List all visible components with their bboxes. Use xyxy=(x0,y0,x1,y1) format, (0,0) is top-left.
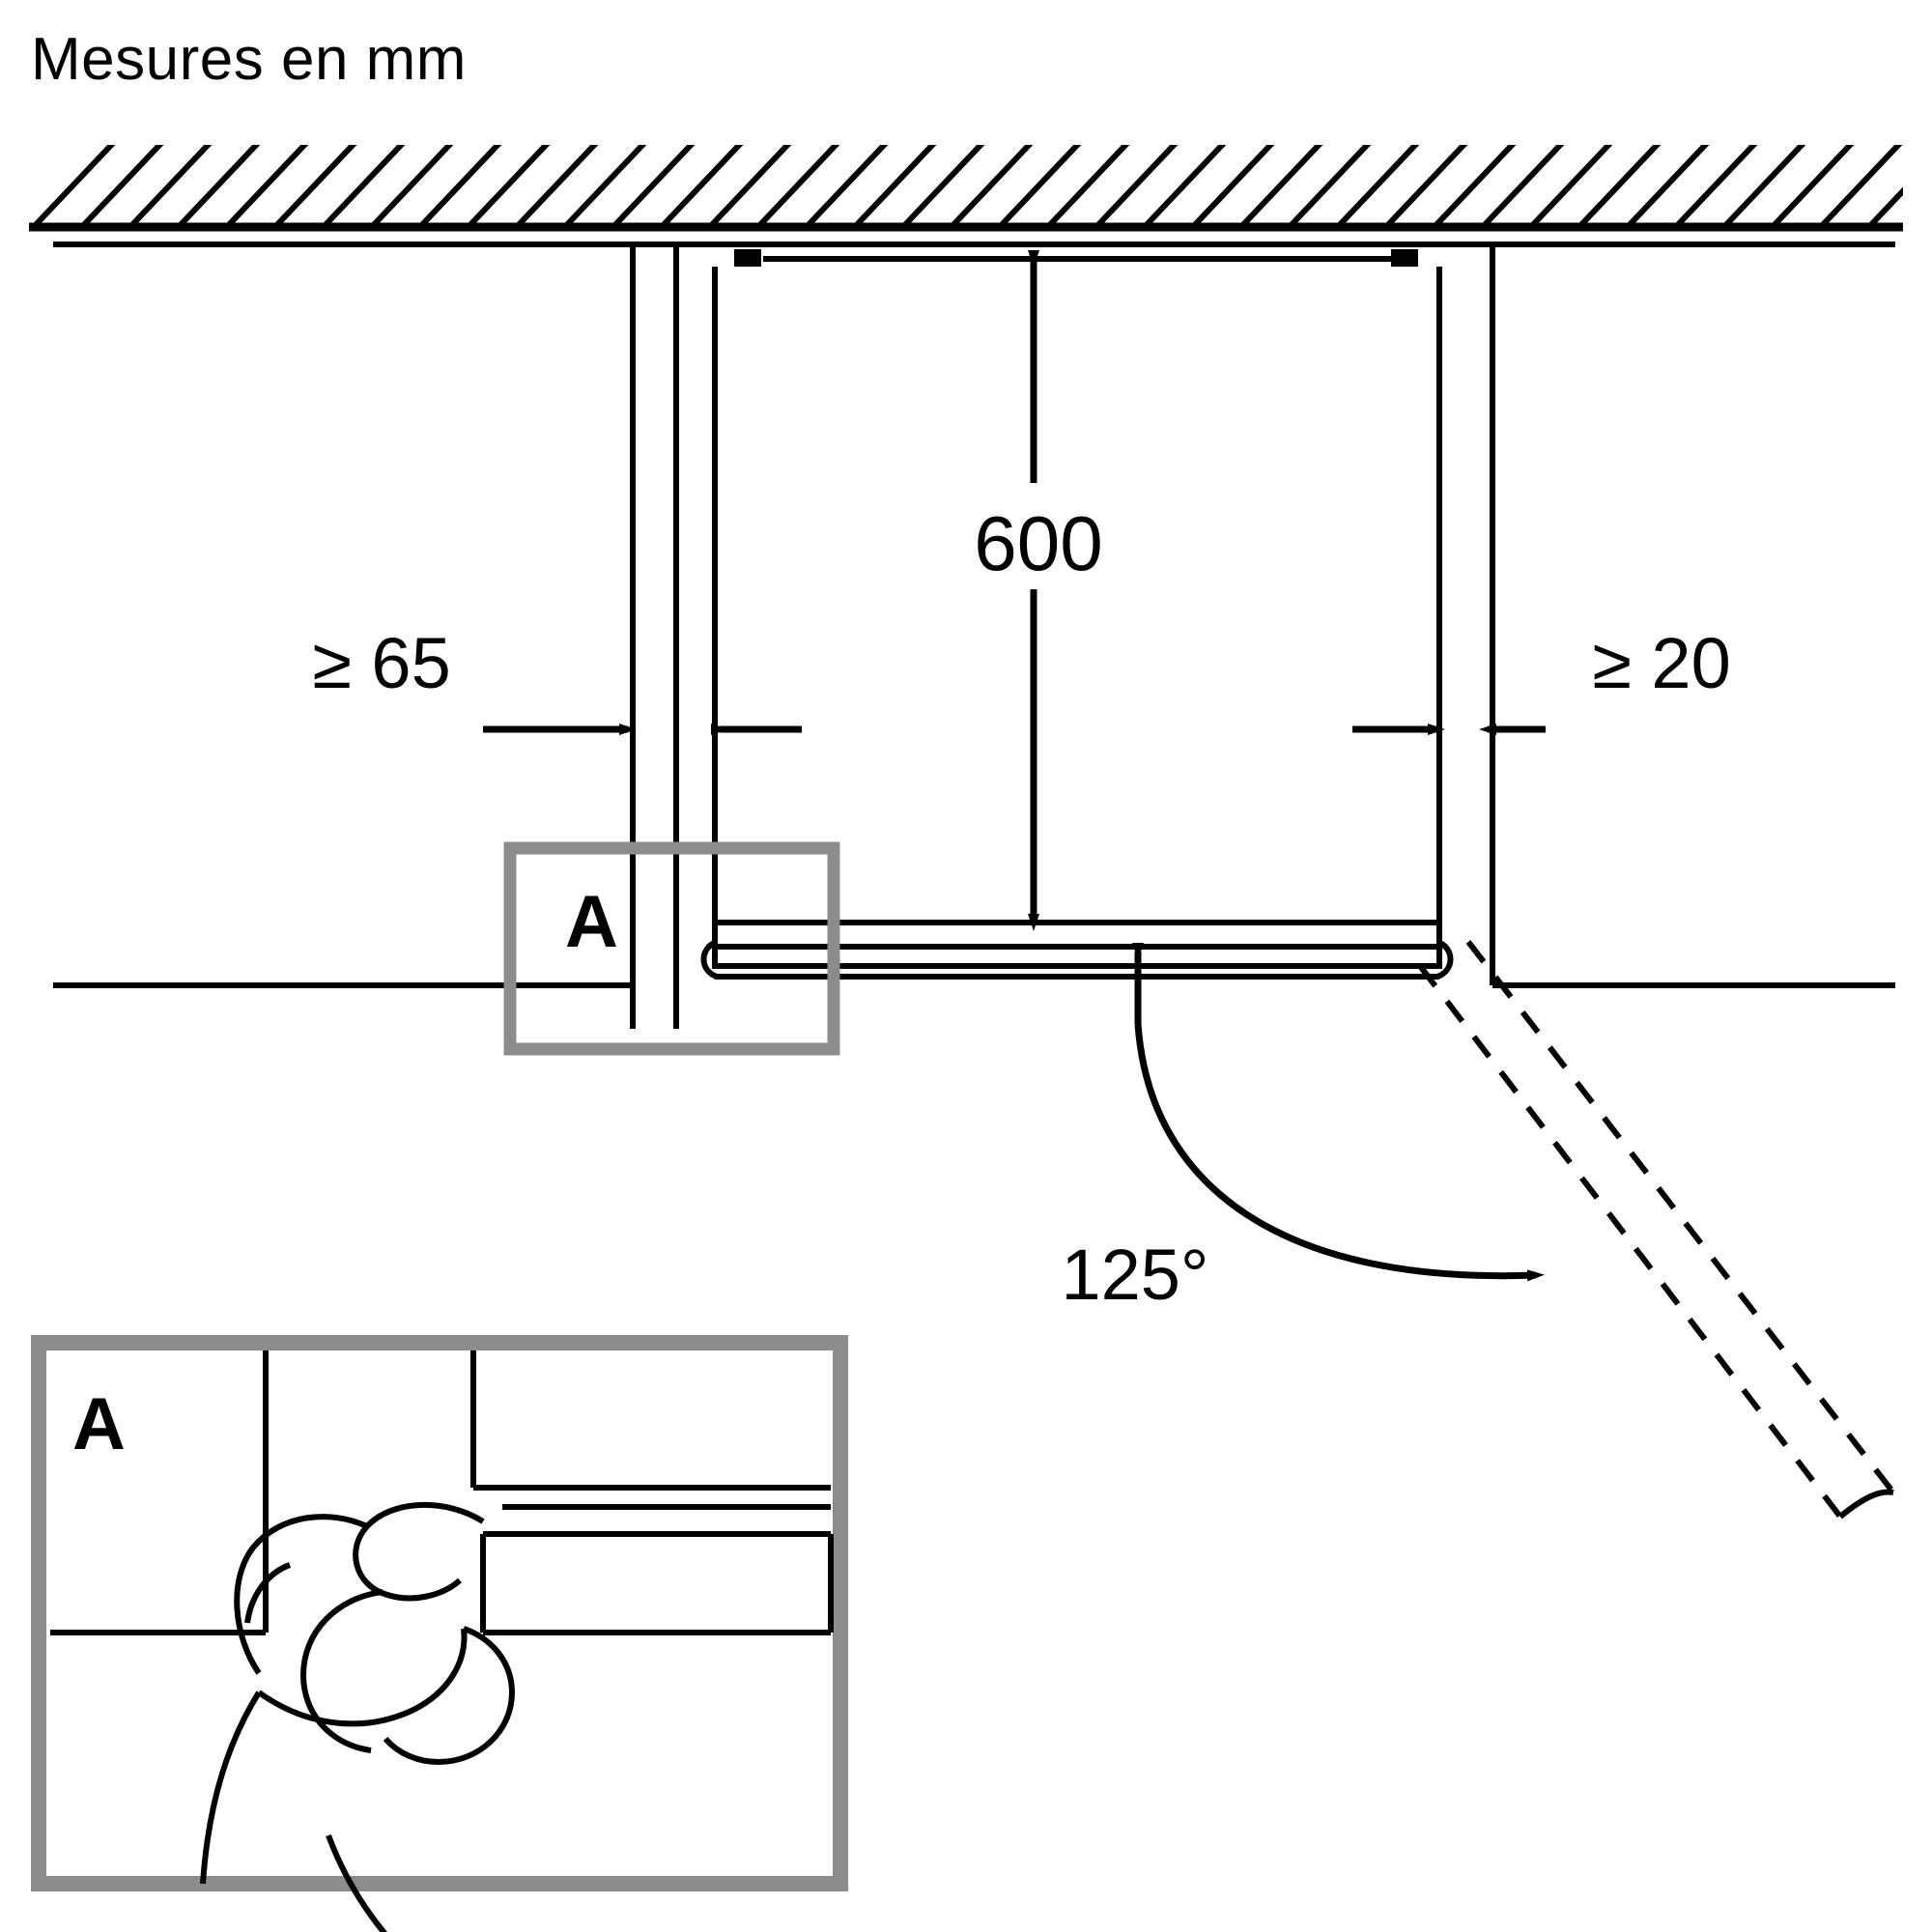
detail-marker-a-label: A xyxy=(565,881,618,963)
dimension-600 xyxy=(952,259,1125,923)
angle-125-label: 125° xyxy=(1061,1235,1209,1315)
dimension-left-65-label: ≥ 65 xyxy=(312,623,451,703)
detail-inset-a-label: A xyxy=(72,1383,126,1465)
appliance-outline xyxy=(704,249,1451,977)
dimension-600-label: 600 xyxy=(974,500,1103,586)
door-open-dashed-outline xyxy=(1420,942,1893,1517)
dimension-left-65 xyxy=(312,623,802,729)
page-title: Mesures en mm xyxy=(31,26,467,93)
dimension-right-20 xyxy=(1352,623,1731,729)
detail-view-a-hand-grip xyxy=(39,1343,840,1932)
dimension-right-20-label: ≥ 20 xyxy=(1592,623,1731,703)
right-cabinet-wall xyxy=(1492,244,1895,985)
hatched-ceiling-band xyxy=(29,140,1932,244)
door-swing-arc xyxy=(1061,952,1536,1315)
